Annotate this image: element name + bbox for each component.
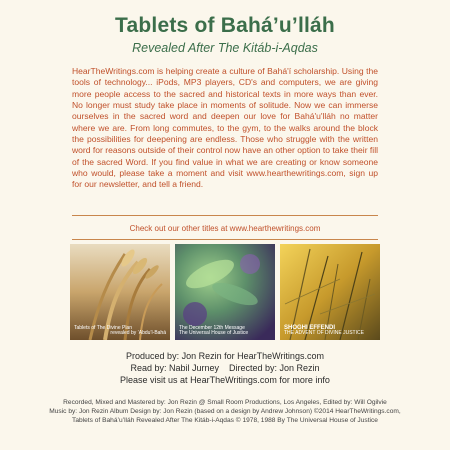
divider-bottom [72, 239, 378, 240]
visit-us: Please visit us at HearTheWritings.com for more info [120, 375, 330, 385]
cover-december-message[interactable] [175, 244, 275, 340]
cover-subtitle: revealed by ‘Abdu’l-Bahá [110, 330, 166, 337]
album-subtitle: Revealed After The Kitáb-i-Aqdas [132, 41, 318, 55]
produced-by: Produced by: Jon Rezin for HearTheWritings.com [126, 351, 324, 361]
cover-subtitle: THE ADVENT OF DIVINE JUSTICE [284, 330, 364, 337]
cover-title: SHOGHI EFFENDI [284, 324, 336, 331]
read-directed-by: Read by: Nabil Jurney Directed by: Jon Rezin [130, 363, 320, 373]
other-titles-link[interactable]: Check out our other titles at www.hearthewritings.com [129, 224, 321, 233]
cover-subtitle: The Universal House of Justice [179, 330, 249, 337]
cover-divine-plan-caption [74, 326, 166, 337]
fine-print-music: Music by: Jon Rezin Album Design by: Jon Rezin (based on a design by Andrew Johnson) ©2014 HearTheWritings.com, [49, 408, 401, 415]
cover-advent-divine-justice[interactable] [280, 244, 380, 340]
album-title: Tablets of Bahá’u’lláh [115, 14, 335, 37]
cover-title: The December 12th Message [179, 324, 245, 331]
cover-advent-caption [284, 326, 376, 337]
cover-title: Tablets of The Divine Plan [74, 324, 132, 331]
fine-print-recorded: Recorded, Mixed and Mastered by: Jon Rezin @ Small Room Productions, Los Angeles, Edited by: Will Ogilvie [63, 399, 387, 406]
fine-print-copyright: Tablets of Bahá’u’lláh Revealed After The Kitáb-i-Aqdas © 1978, 1988 By The Universal House of Justice [72, 417, 378, 424]
cover-divine-plan[interactable] [70, 244, 170, 340]
divider-top [72, 215, 378, 216]
intro-paragraph: HearTheWritings.com is helping create a culture of Bahá'í scholarship. Using the tools of technology... iPods, MP3 players, CD's and computers, we are giving more people access to the sacred and historical texts in more ways than ever. No longer must study take place in moments of solitude. Now we can immerse ourselves in the sacred word and deepen our love for Bahá'u'lláh no matter where we are. From long commutes, to the gym, to the walks around the block the possibilities for deepening are endless. Those who struggle with the written word for reasons outside of their control now have an other option to take their fill of the sacred Word. If you find value in what we are creating or know someone who would, please take a moment and visit www.hearthewritings.com, sign up for our newsletter, and tell a friend. [72, 66, 378, 190]
cover-gallery [70, 244, 380, 340]
cover-december-message-caption [179, 326, 271, 337]
